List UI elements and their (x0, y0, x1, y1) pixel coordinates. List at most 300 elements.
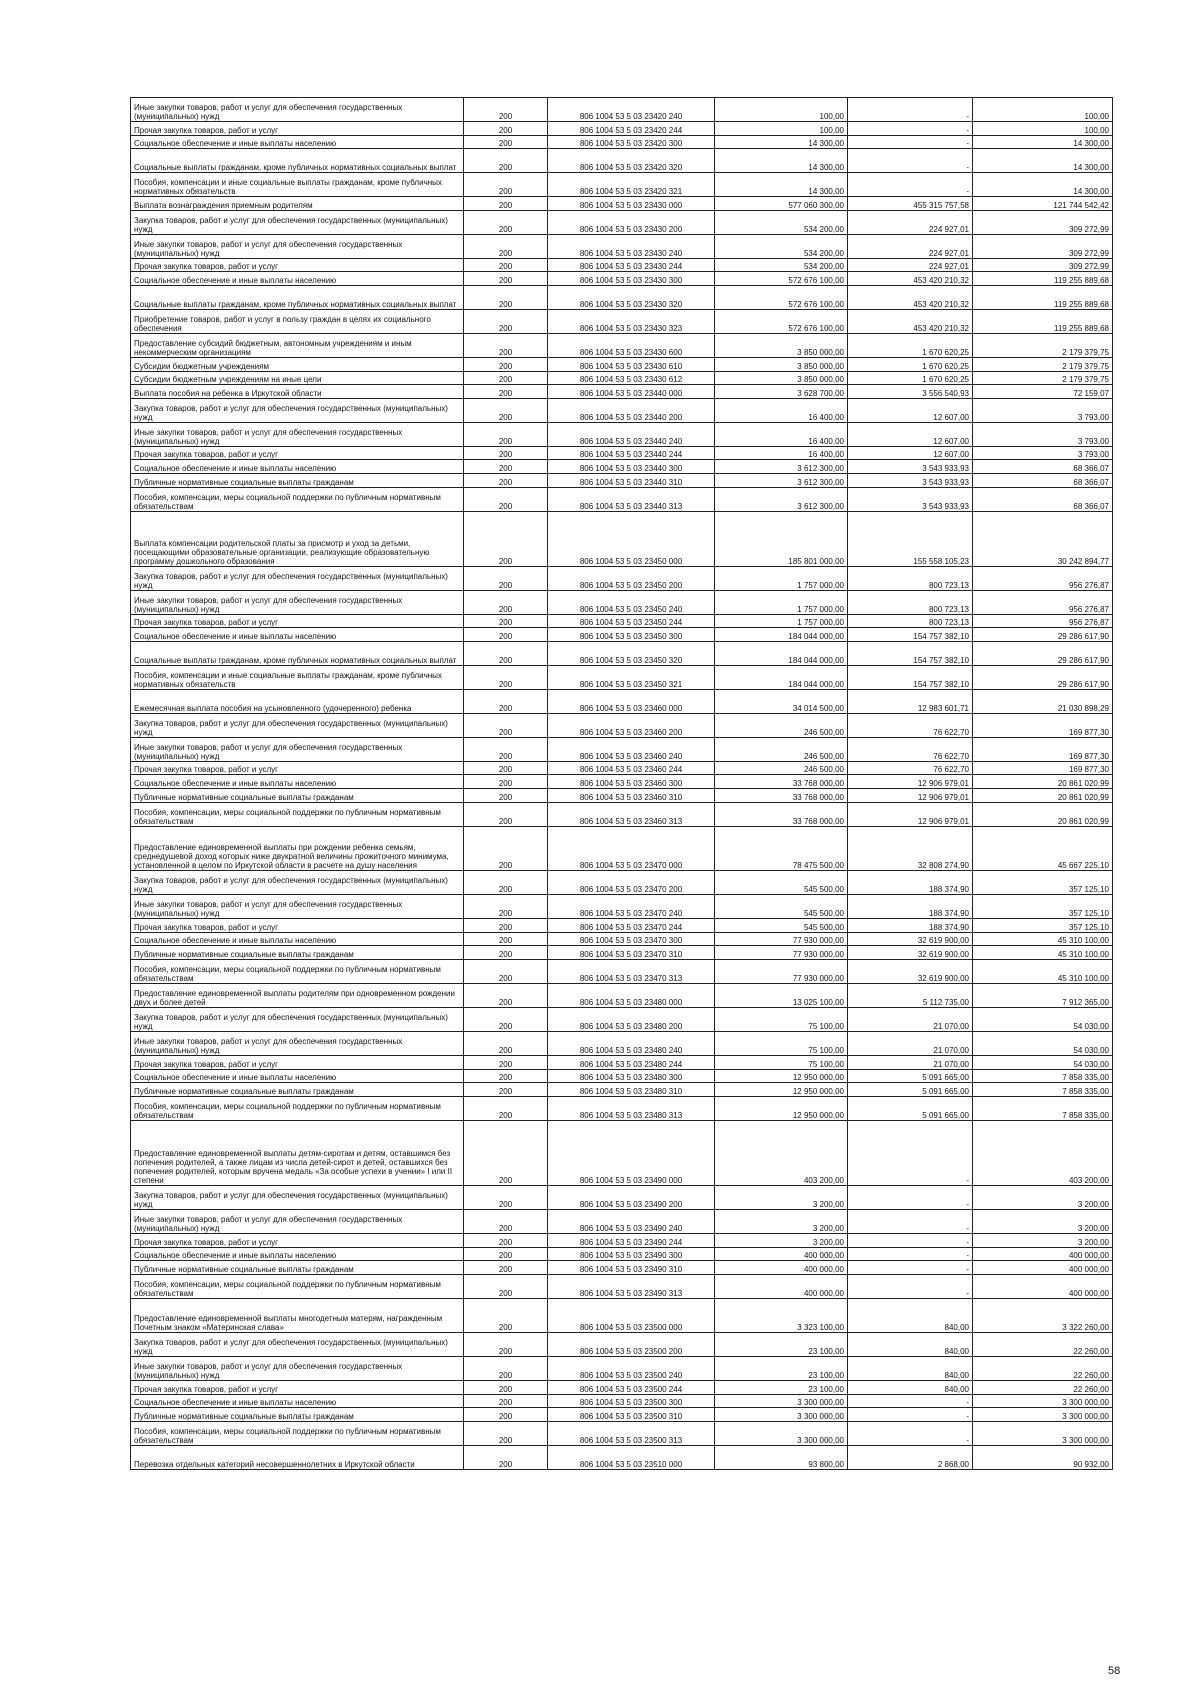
row-rest-cell: 357 125,10 (973, 895, 1113, 919)
table-row (131, 1096, 1113, 1120)
row-rest-cell: 956 276,87 (973, 566, 1113, 590)
table-row (131, 761, 1113, 775)
row-kbk-cell: 806 1004 53 5 03 23470 200 (548, 871, 715, 895)
row-kbk-cell: 806 1004 53 5 03 23470 310 (548, 946, 715, 960)
table-row (131, 511, 1113, 566)
row-exec-cell: 800 723,13 (848, 614, 973, 628)
row-name-cell: Публичные нормативные социальные выплаты гражданам (131, 1408, 464, 1422)
row-name-cell: Субсидии бюджетным учреждениям на иные цели (131, 371, 464, 385)
row-name-cell: Прочая закупка товаров, работ и услуг (131, 1381, 464, 1395)
row-kbk-cell: 806 1004 53 5 03 23500 240 (548, 1357, 715, 1381)
row-plan-cell: 16 400,00 (715, 422, 848, 446)
row-exec-cell: 12 906 979,01 (848, 802, 973, 826)
row-plan-cell: 1 757 000,00 (715, 566, 848, 590)
row-rest-cell: 3 793,00 (973, 398, 1113, 422)
row-code-cell: 200 (464, 1234, 548, 1248)
row-exec-cell: 12 607,00 (848, 398, 973, 422)
row-name-cell: Иные закупки товаров, работ и услуг для обеспечения государственных (муниципальных) нужд (131, 1357, 464, 1381)
row-rest-cell: 14 300,00 (973, 149, 1113, 173)
row-exec-cell: 12 607,00 (848, 422, 973, 446)
row-plan-cell: 3 612 300,00 (715, 473, 848, 487)
row-rest-cell: 54 030,00 (973, 1007, 1113, 1031)
table-row (131, 149, 1113, 173)
row-plan-cell: 3 300 000,00 (715, 1422, 848, 1446)
row-rest-cell: 90 932,00 (973, 1446, 1113, 1470)
row-kbk-cell: 806 1004 53 5 03 23470 000 (548, 826, 715, 871)
row-code-cell: 200 (464, 1120, 548, 1185)
row-code-cell: 200 (464, 1055, 548, 1069)
row-kbk-cell: 806 1004 53 5 03 23440 200 (548, 398, 715, 422)
row-code-cell: 200 (464, 1422, 548, 1446)
table-row (131, 871, 1113, 895)
row-rest-cell: 72 159,07 (973, 385, 1113, 399)
row-rest-cell: 169 877,30 (973, 761, 1113, 775)
table-row (131, 1357, 1113, 1381)
table-row (131, 1007, 1113, 1031)
row-rest-cell: 400 000,00 (973, 1274, 1113, 1298)
row-kbk-cell: 806 1004 53 5 03 23430 610 (548, 357, 715, 371)
row-exec-cell: 224 927,01 (848, 258, 973, 272)
row-plan-cell: 77 930 000,00 (715, 959, 848, 983)
row-kbk-cell: 806 1004 53 5 03 23440 240 (548, 422, 715, 446)
row-plan-cell: 16 400,00 (715, 446, 848, 460)
table-row (131, 1031, 1113, 1055)
row-kbk-cell: 806 1004 53 5 03 23430 244 (548, 258, 715, 272)
table-row (131, 919, 1113, 933)
row-kbk-cell: 806 1004 53 5 03 23430 320 (548, 285, 715, 309)
row-plan-cell: 78 475 500,00 (715, 826, 848, 871)
row-plan-cell: 400 000,00 (715, 1261, 848, 1275)
row-plan-cell: 16 400,00 (715, 398, 848, 422)
row-rest-cell: 3 300 000,00 (973, 1408, 1113, 1422)
row-name-cell: Пособия, компенсации и иные социальные выплаты гражданам, кроме публичных нормативных обязательств (131, 665, 464, 689)
row-plan-cell: 577 060 300,00 (715, 197, 848, 211)
row-name-cell: Закупка товаров, работ и услуг для обеспечения государственных (муниципальных) нужд (131, 713, 464, 737)
row-rest-cell: 21 030 898,29 (973, 689, 1113, 713)
row-code-cell: 200 (464, 285, 548, 309)
row-code-cell: 200 (464, 487, 548, 511)
row-plan-cell: 3 300 000,00 (715, 1408, 848, 1422)
row-name-cell: Пособия, компенсации, меры социальной поддержки по публичным нормативным обязательствам (131, 959, 464, 983)
table-row (131, 210, 1113, 234)
page-number: 58 (1108, 1665, 1121, 1677)
row-rest-cell: 956 276,87 (973, 614, 1113, 628)
row-kbk-cell: 806 1004 53 5 03 23470 244 (548, 919, 715, 933)
row-rest-cell: 100,00 (973, 98, 1113, 122)
table-row (131, 1083, 1113, 1097)
row-exec-cell: - (848, 98, 973, 122)
row-rest-cell: 3 200,00 (973, 1234, 1113, 1248)
row-rest-cell: 956 276,87 (973, 590, 1113, 614)
row-exec-cell: 3 543 933,93 (848, 487, 973, 511)
row-kbk-cell: 806 1004 53 5 03 23460 300 (548, 775, 715, 789)
table-row (131, 983, 1113, 1007)
row-rest-cell: 45 310 100,00 (973, 932, 1113, 946)
table-row (131, 1394, 1113, 1408)
row-kbk-cell: 806 1004 53 5 03 23480 240 (548, 1031, 715, 1055)
table-row (131, 473, 1113, 487)
row-code-cell: 200 (464, 1007, 548, 1031)
row-code-cell: 200 (464, 1261, 548, 1275)
row-plan-cell: 23 100,00 (715, 1357, 848, 1381)
row-rest-cell: 20 861 020,99 (973, 802, 1113, 826)
row-name-cell: Социальное обеспечение и иные выплаты населению (131, 135, 464, 149)
row-exec-cell: 21 070,00 (848, 1055, 973, 1069)
row-rest-cell: 45 310 100,00 (973, 946, 1113, 960)
row-exec-cell: - (848, 1120, 973, 1185)
table-row (131, 689, 1113, 713)
row-kbk-cell: 806 1004 53 5 03 23490 300 (548, 1247, 715, 1261)
row-exec-cell: 224 927,01 (848, 234, 973, 258)
row-kbk-cell: 806 1004 53 5 03 23500 313 (548, 1422, 715, 1446)
table-row (131, 173, 1113, 197)
row-exec-cell: - (848, 122, 973, 136)
row-code-cell: 200 (464, 761, 548, 775)
row-code-cell: 200 (464, 959, 548, 983)
table-row (131, 775, 1113, 789)
row-kbk-cell: 806 1004 53 5 03 23460 244 (548, 761, 715, 775)
table-row (131, 446, 1113, 460)
row-plan-cell: 3 200,00 (715, 1210, 848, 1234)
row-exec-cell: 154 757 382,10 (848, 665, 973, 689)
row-name-cell: Субсидии бюджетным учреждениям (131, 357, 464, 371)
table-row (131, 802, 1113, 826)
row-kbk-cell: 806 1004 53 5 03 23490 200 (548, 1186, 715, 1210)
row-plan-cell: 3 323 100,00 (715, 1298, 848, 1332)
row-kbk-cell: 806 1004 53 5 03 23460 240 (548, 737, 715, 761)
row-name-cell: Прочая закупка товаров, работ и услуг (131, 614, 464, 628)
table-row (131, 1055, 1113, 1069)
row-rest-cell: 400 000,00 (973, 1247, 1113, 1261)
row-plan-cell: 246 500,00 (715, 713, 848, 737)
budget-table (130, 97, 1113, 1470)
row-name-cell: Публичные нормативные социальные выплаты гражданам (131, 1083, 464, 1097)
row-code-cell: 200 (464, 473, 548, 487)
table-row (131, 1186, 1113, 1210)
row-code-cell: 200 (464, 983, 548, 1007)
row-name-cell: Предоставление субсидий бюджетным, автономным учреждениям и иным некоммерческим организациям (131, 333, 464, 357)
table-row (131, 385, 1113, 399)
row-plan-cell: 184 044 000,00 (715, 665, 848, 689)
row-plan-cell: 100,00 (715, 98, 848, 122)
row-name-cell: Пособия, компенсации и иные социальные выплаты гражданам, кроме публичных нормативных обязательств (131, 173, 464, 197)
table-row (131, 788, 1113, 802)
row-rest-cell: 45 667 225,10 (973, 826, 1113, 871)
row-kbk-cell: 806 1004 53 5 03 23460 313 (548, 802, 715, 826)
row-plan-cell: 1 757 000,00 (715, 590, 848, 614)
row-exec-cell: 154 757 382,10 (848, 628, 973, 642)
row-rest-cell: 29 286 617,90 (973, 628, 1113, 642)
row-rest-cell: 7 858 335,00 (973, 1069, 1113, 1083)
row-exec-cell: 2 868,00 (848, 1446, 973, 1470)
row-kbk-cell: 806 1004 53 5 03 23440 000 (548, 385, 715, 399)
row-name-cell: Иные закупки товаров, работ и услуг для обеспечения государственных (муниципальных) нужд (131, 1031, 464, 1055)
row-name-cell: Иные закупки товаров, работ и услуг для обеспечения государственных (муниципальных) нужд (131, 1210, 464, 1234)
row-name-cell: Публичные нормативные социальные выплаты гражданам (131, 473, 464, 487)
table-row (131, 333, 1113, 357)
row-plan-cell: 3 628 700,00 (715, 385, 848, 399)
row-code-cell: 200 (464, 665, 548, 689)
row-code-cell: 200 (464, 566, 548, 590)
row-rest-cell: 3 200,00 (973, 1186, 1113, 1210)
row-name-cell: Предоставление единовременной выплаты многодетным матерям, награжденным Почетным знаком «Материнская слава» (131, 1298, 464, 1332)
row-name-cell: Иные закупки товаров, работ и услуг для обеспечения государственных (муниципальных) нужд (131, 590, 464, 614)
row-plan-cell: 185 801 000,00 (715, 511, 848, 566)
row-rest-cell: 357 125,10 (973, 919, 1113, 933)
row-exec-cell: - (848, 1408, 973, 1422)
row-kbk-cell: 806 1004 53 5 03 23440 244 (548, 446, 715, 460)
table-row (131, 1422, 1113, 1446)
row-code-cell: 200 (464, 689, 548, 713)
row-exec-cell: 21 070,00 (848, 1031, 973, 1055)
row-rest-cell: 30 242 894,77 (973, 511, 1113, 566)
row-rest-cell: 3 322 260,00 (973, 1298, 1113, 1332)
row-name-cell: Предоставление единовременной выплаты при рождении ребенка семьям, среднедушевой доход которых ниже двукратной величины прожиточного минимума, установленной в целом по Иркутской области в расчете на душу населения (131, 826, 464, 871)
row-rest-cell: 121 744 542,42 (973, 197, 1113, 211)
row-rest-cell: 357 125,10 (973, 871, 1113, 895)
row-exec-cell: 76 622,70 (848, 713, 973, 737)
row-exec-cell: - (848, 1210, 973, 1234)
row-rest-cell: 68 366,07 (973, 460, 1113, 474)
table-row (131, 1069, 1113, 1083)
row-name-cell: Приобретение товаров, работ и услуг в пользу граждан в целях их социального обеспечения (131, 309, 464, 333)
row-name-cell: Прочая закупка товаров, работ и услуг (131, 919, 464, 933)
row-kbk-cell: 806 1004 53 5 03 23430 000 (548, 197, 715, 211)
row-plan-cell: 246 500,00 (715, 737, 848, 761)
table-row (131, 357, 1113, 371)
row-code-cell: 200 (464, 511, 548, 566)
row-rest-cell: 68 366,07 (973, 487, 1113, 511)
table-row (131, 371, 1113, 385)
row-plan-cell: 34 014 500,00 (715, 689, 848, 713)
table-row (131, 1261, 1113, 1275)
row-kbk-cell: 806 1004 53 5 03 23430 240 (548, 234, 715, 258)
row-plan-cell: 3 850 000,00 (715, 371, 848, 385)
row-kbk-cell: 806 1004 53 5 03 23490 240 (548, 1210, 715, 1234)
row-code-cell: 200 (464, 895, 548, 919)
table-row (131, 272, 1113, 286)
row-plan-cell: 75 100,00 (715, 1055, 848, 1069)
row-exec-cell: 840,00 (848, 1333, 973, 1357)
table-row (131, 1247, 1113, 1261)
row-kbk-cell: 806 1004 53 5 03 23430 612 (548, 371, 715, 385)
row-exec-cell: 32 619 900,00 (848, 959, 973, 983)
row-plan-cell: 400 000,00 (715, 1247, 848, 1261)
row-plan-cell: 400 000,00 (715, 1274, 848, 1298)
row-rest-cell: 2 179 379,75 (973, 333, 1113, 357)
row-code-cell: 200 (464, 1210, 548, 1234)
table-row (131, 460, 1113, 474)
row-code-cell: 200 (464, 385, 548, 399)
row-plan-cell: 14 300,00 (715, 135, 848, 149)
row-code-cell: 200 (464, 1381, 548, 1395)
row-rest-cell: 3 793,00 (973, 446, 1113, 460)
table-row (131, 566, 1113, 590)
row-code-cell: 200 (464, 1083, 548, 1097)
table-row (131, 122, 1113, 136)
table-row (131, 1408, 1113, 1422)
row-exec-cell: 455 315 757,58 (848, 197, 973, 211)
row-rest-cell: 309 272,99 (973, 210, 1113, 234)
row-rest-cell: 2 179 379,75 (973, 371, 1113, 385)
row-name-cell: Социальные выплаты гражданам, кроме публичных нормативных социальных выплат (131, 641, 464, 665)
row-exec-cell: - (848, 173, 973, 197)
row-kbk-cell: 806 1004 53 5 03 23470 313 (548, 959, 715, 983)
row-rest-cell: 7 858 335,00 (973, 1083, 1113, 1097)
row-name-cell: Социальное обеспечение и иные выплаты населению (131, 775, 464, 789)
row-rest-cell: 403 200,00 (973, 1120, 1113, 1185)
row-name-cell: Публичные нормативные социальные выплаты гражданам (131, 946, 464, 960)
row-exec-cell: 453 420 210,32 (848, 272, 973, 286)
row-exec-cell: - (848, 1247, 973, 1261)
row-exec-cell: 12 906 979,01 (848, 788, 973, 802)
row-plan-cell: 77 930 000,00 (715, 946, 848, 960)
row-name-cell: Предоставление единовременной выплаты родителям при одновременном рождении двух и более детей (131, 983, 464, 1007)
row-kbk-cell: 806 1004 53 5 03 23450 244 (548, 614, 715, 628)
row-plan-cell: 100,00 (715, 122, 848, 136)
row-code-cell: 200 (464, 234, 548, 258)
row-code-cell: 200 (464, 946, 548, 960)
row-code-cell: 200 (464, 258, 548, 272)
row-exec-cell: 21 070,00 (848, 1007, 973, 1031)
table-row (131, 737, 1113, 761)
row-name-cell: Закупка товаров, работ и услуг для обеспечения государственных (муниципальных) нужд (131, 398, 464, 422)
row-name-cell: Закупка товаров, работ и услуг для обеспечения государственных (муниципальных) нужд (131, 566, 464, 590)
row-exec-cell: 155 558 105,23 (848, 511, 973, 566)
row-rest-cell: 2 179 379,75 (973, 357, 1113, 371)
row-code-cell: 200 (464, 1274, 548, 1298)
row-exec-cell: 188 374,90 (848, 919, 973, 933)
row-kbk-cell: 806 1004 53 5 03 23450 320 (548, 641, 715, 665)
row-rest-cell: 119 255 889,68 (973, 309, 1113, 333)
row-name-cell: Иные закупки товаров, работ и услуг для обеспечения государственных (муниципальных) нужд (131, 895, 464, 919)
row-rest-cell: 29 286 617,90 (973, 641, 1113, 665)
row-rest-cell: 20 861 020,99 (973, 788, 1113, 802)
row-exec-cell: 76 622,70 (848, 737, 973, 761)
row-name-cell: Пособия, компенсации, меры социальной поддержки по публичным нормативным обязательствам (131, 802, 464, 826)
row-rest-cell: 3 200,00 (973, 1210, 1113, 1234)
row-kbk-cell: 806 1004 53 5 03 23500 244 (548, 1381, 715, 1395)
row-exec-cell: 12 906 979,01 (848, 775, 973, 789)
row-kbk-cell: 806 1004 53 5 03 23450 240 (548, 590, 715, 614)
row-name-cell: Закупка товаров, работ и услуг для обеспечения государственных (муниципальных) нужд (131, 210, 464, 234)
row-name-cell: Социальное обеспечение и иные выплаты населению (131, 460, 464, 474)
row-kbk-cell: 806 1004 53 5 03 23490 313 (548, 1274, 715, 1298)
row-exec-cell: 3 543 933,93 (848, 473, 973, 487)
row-exec-cell: - (848, 1261, 973, 1275)
row-exec-cell: 840,00 (848, 1381, 973, 1395)
row-code-cell: 200 (464, 614, 548, 628)
row-kbk-cell: 806 1004 53 5 03 23510 000 (548, 1446, 715, 1470)
row-plan-cell: 93 800,00 (715, 1446, 848, 1470)
table-row (131, 665, 1113, 689)
row-plan-cell: 12 950 000,00 (715, 1069, 848, 1083)
table-row (131, 135, 1113, 149)
row-code-cell: 200 (464, 737, 548, 761)
table-row (131, 487, 1113, 511)
row-exec-cell: - (848, 149, 973, 173)
row-rest-cell: 119 255 889,68 (973, 272, 1113, 286)
row-exec-cell: 840,00 (848, 1298, 973, 1332)
table-row (131, 826, 1113, 871)
row-name-cell: Иные закупки товаров, работ и услуг для обеспечения государственных (муниципальных) нужд (131, 98, 464, 122)
row-kbk-cell: 806 1004 53 5 03 23420 321 (548, 173, 715, 197)
row-exec-cell: 1 670 620,25 (848, 333, 973, 357)
budget-table-body (131, 98, 1113, 1470)
row-name-cell: Прочая закупка товаров, работ и услуг (131, 122, 464, 136)
row-exec-cell: 154 757 382,10 (848, 641, 973, 665)
table-row (131, 258, 1113, 272)
row-rest-cell: 400 000,00 (973, 1261, 1113, 1275)
row-name-cell: Пособия, компенсации, меры социальной поддержки по публичным нормативным обязательствам (131, 487, 464, 511)
row-rest-cell: 309 272,99 (973, 234, 1113, 258)
row-rest-cell: 100,00 (973, 122, 1113, 136)
row-kbk-cell: 806 1004 53 5 03 23430 300 (548, 272, 715, 286)
row-plan-cell: 12 950 000,00 (715, 1096, 848, 1120)
row-plan-cell: 12 950 000,00 (715, 1083, 848, 1097)
row-name-cell: Иные закупки товаров, работ и услуг для обеспечения государственных (муниципальных) нужд (131, 737, 464, 761)
row-rest-cell: 3 300 000,00 (973, 1394, 1113, 1408)
row-exec-cell: 224 927,01 (848, 210, 973, 234)
row-name-cell: Выплата пособия на ребенка в Иркутской области (131, 385, 464, 399)
row-code-cell: 200 (464, 1031, 548, 1055)
row-name-cell: Пособия, компенсации, меры социальной поддержки по публичным нормативным обязательствам (131, 1422, 464, 1446)
row-rest-cell: 22 260,00 (973, 1333, 1113, 1357)
row-code-cell: 200 (464, 1394, 548, 1408)
row-code-cell: 200 (464, 446, 548, 460)
row-exec-cell: 32 808 274,90 (848, 826, 973, 871)
row-name-cell: Закупка товаров, работ и услуг для обеспечения государственных (муниципальных) нужд (131, 1186, 464, 1210)
row-name-cell: Ежемесячная выплата пособия на усыновленного (удочеренного) ребенка (131, 689, 464, 713)
row-code-cell: 200 (464, 826, 548, 871)
row-exec-cell: - (848, 1274, 973, 1298)
row-exec-cell: 32 619 900,00 (848, 946, 973, 960)
row-name-cell: Иные закупки товаров, работ и услуг для обеспечения государственных (муниципальных) нужд (131, 234, 464, 258)
row-name-cell: Социальные выплаты гражданам, кроме публичных нормативных социальных выплат (131, 285, 464, 309)
row-name-cell: Иные закупки товаров, работ и услуг для обеспечения государственных (муниципальных) нужд (131, 422, 464, 446)
row-plan-cell: 184 044 000,00 (715, 641, 848, 665)
row-kbk-cell: 806 1004 53 5 03 23480 244 (548, 1055, 715, 1069)
row-code-cell: 200 (464, 1446, 548, 1470)
row-name-cell: Публичные нормативные социальные выплаты гражданам (131, 1261, 464, 1275)
row-kbk-cell: 806 1004 53 5 03 23460 310 (548, 788, 715, 802)
row-plan-cell: 33 768 000,00 (715, 775, 848, 789)
row-code-cell: 200 (464, 1408, 548, 1422)
row-plan-cell: 572 676 100,00 (715, 272, 848, 286)
row-kbk-cell: 806 1004 53 5 03 23500 310 (548, 1408, 715, 1422)
row-exec-cell: 76 622,70 (848, 761, 973, 775)
row-plan-cell: 246 500,00 (715, 761, 848, 775)
row-rest-cell: 45 310 100,00 (973, 959, 1113, 983)
row-code-cell: 200 (464, 590, 548, 614)
table-row (131, 422, 1113, 446)
row-code-cell: 200 (464, 1096, 548, 1120)
row-code-cell: 200 (464, 641, 548, 665)
row-plan-cell: 545 500,00 (715, 919, 848, 933)
row-exec-cell: 5 091 665,00 (848, 1069, 973, 1083)
table-row (131, 98, 1113, 122)
row-kbk-cell: 806 1004 53 5 03 23480 310 (548, 1083, 715, 1097)
row-exec-cell: 800 723,13 (848, 590, 973, 614)
table-row (131, 1210, 1113, 1234)
row-kbk-cell: 806 1004 53 5 03 23440 300 (548, 460, 715, 474)
row-code-cell: 200 (464, 398, 548, 422)
table-row (131, 197, 1113, 211)
row-plan-cell: 14 300,00 (715, 149, 848, 173)
row-plan-cell: 3 200,00 (715, 1234, 848, 1248)
table-row (131, 641, 1113, 665)
row-plan-cell: 75 100,00 (715, 1031, 848, 1055)
